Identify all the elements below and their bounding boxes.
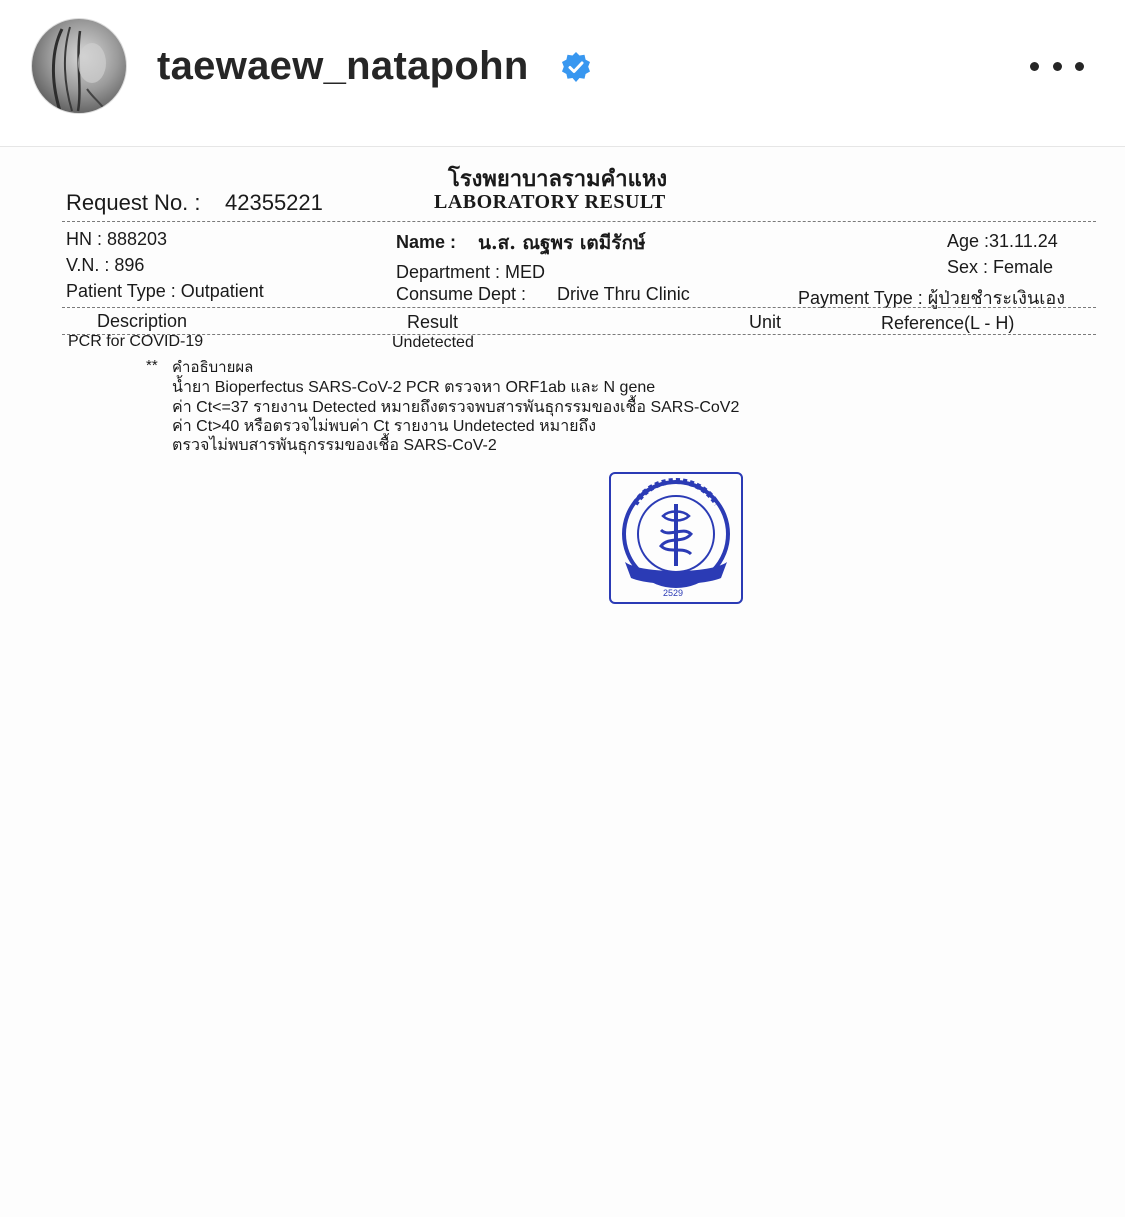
payment-type-field: Payment Type : ผู้ป่วยชำระเงินเอง	[798, 288, 1066, 308]
patient-type-field: Patient Type : Outpatient	[66, 281, 264, 301]
hospital-seal-stamp	[609, 472, 743, 604]
consume-dept-value: Drive Thru Clinic	[557, 284, 690, 304]
more-options-button[interactable]	[1030, 48, 1084, 84]
avatar[interactable]	[31, 18, 127, 114]
vn-field: V.N. : 896	[66, 255, 145, 275]
notes-heading: คำอธิบายผล	[172, 359, 254, 376]
hn-field: HN : 888203	[66, 229, 168, 249]
post-header	[0, 0, 1125, 147]
name-label: Name :	[396, 232, 457, 252]
col-result: Result	[407, 312, 459, 332]
notes-line: ค่า Ct>40 หรือตรวจไม่พบค่า Ct รายงาน Undetected หมายถึง	[172, 418, 597, 435]
notes-line: น้ำยา Bioperfectus SARS-CoV-2 PCR ตรวจหา ORF1ab และ N gene	[172, 379, 656, 396]
stamp-year: 2529	[663, 588, 684, 598]
col-unit: Unit	[749, 312, 782, 332]
username[interactable]: taewaew_natapohn	[157, 44, 529, 88]
col-description: Description	[97, 311, 188, 331]
sex-field: Sex : Female	[947, 257, 1054, 277]
consume-dept-label: Consume Dept :	[396, 284, 527, 304]
divider	[62, 334, 1096, 335]
request-number: 42355221	[225, 190, 323, 215]
hospital-name: โรงพยาบาลรามคำแหง	[448, 166, 668, 192]
department-field: Department : MED	[396, 262, 546, 282]
notes-marker: **	[146, 357, 158, 374]
more-options-icon	[1030, 62, 1039, 71]
lab-result-document	[0, 147, 1125, 1217]
patient-name: น.ส. ณฐพร เตมีรักษ์	[478, 232, 646, 254]
request-label: Request No. :	[66, 190, 201, 215]
hospital-seal-icon	[611, 474, 741, 602]
verified-badge-icon	[560, 51, 592, 83]
age-field: Age :31.11.24	[947, 231, 1058, 251]
document-title: LABORATORY RESULT	[434, 191, 666, 213]
notes-line: ตรวจไม่พบสารพันธุกรรมของเชื้อ SARS-CoV-2	[172, 437, 497, 454]
row-description: PCR for COVID-19	[68, 333, 204, 350]
col-reference: Reference(L - H)	[881, 313, 1015, 333]
row-result: Undetected	[392, 334, 474, 351]
divider	[62, 221, 1096, 222]
notes-line: ค่า Ct<=37 รายงาน Detected หมายถึงตรวจพบสารพันธุกรรมของเชื้อ SARS-CoV2	[172, 399, 740, 416]
avatar-photo-icon	[32, 19, 126, 113]
divider	[62, 307, 1096, 308]
